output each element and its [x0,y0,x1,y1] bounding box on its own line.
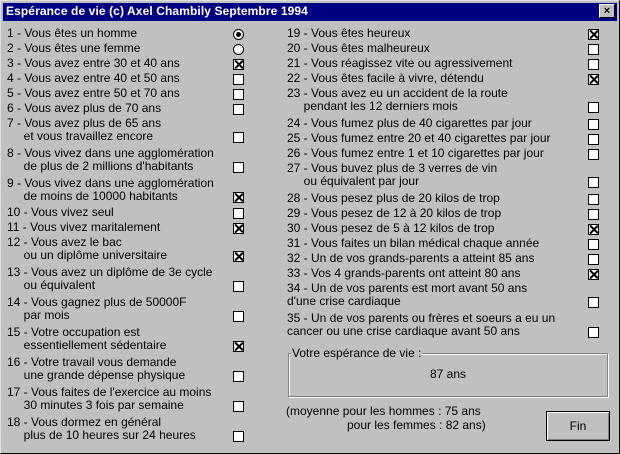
question-3-label-line: 3 - Vous avez entre 30 et 40 ans [7,56,180,70]
question-31-label-line: 31 - Vous faites un bilan médical chaque année [287,236,540,250]
question-12-label-line: ou un diplôme universitaire [7,248,168,262]
question-16-label [7,356,185,382]
question-29-label [287,207,501,220]
question-17-label-line: 17 - Vous faites de l'exercice au moins [7,385,212,399]
question-30-label-line: 30 - Vous pesez de 5 à 12 kilos de trop [287,221,495,235]
question-31-checkbox[interactable] [588,239,599,250]
question-18-label-line: 18 - Vous dormez en général [7,415,162,429]
question-34-label [287,282,527,308]
question-34-checkbox[interactable] [588,297,599,308]
question-23-label-line: pendant les 12 derniers mois [287,99,458,113]
question-17-checkbox[interactable] [233,401,244,412]
question-9-checkbox[interactable] [233,192,244,203]
question-16-checkbox[interactable] [233,371,244,382]
average-women: pour les femmes : 82 ans) [347,418,486,432]
question-6-checkbox[interactable] [233,104,244,115]
title-bar [3,3,617,21]
question-29-label-line: 29 - Vous pesez de 12 à 20 kilos de trop [287,206,502,220]
question-35-label-line: cancer ou une crise cardiaque avant 50 ans [287,324,520,338]
question-35-checkbox[interactable] [588,327,599,338]
question-23-checkbox[interactable] [588,102,599,113]
question-30-label [287,222,494,235]
question-34-label-line: 34 - Un de vos parents est mort avant 50 ans [287,281,528,295]
question-35-label [287,312,555,338]
question-15-checkbox[interactable] [233,341,244,352]
question-33-label [287,267,520,280]
question-12-checkbox[interactable] [233,251,244,262]
question-15-label-line: 15 - Votre occupation est [7,325,140,339]
question-27-label [287,162,497,188]
question-11-label [7,221,160,234]
question-18-label-line: plus de 10 heures sur 24 heures [7,428,196,442]
question-12-label [7,236,167,262]
sex-option-1-radio[interactable] [233,29,244,40]
question-11-checkbox[interactable] [233,223,244,234]
question-25-label-line: 25 - Vous fumez entre 20 et 40 cigarettes par jour [287,131,551,145]
question-31-label [287,237,539,250]
question-14-checkbox[interactable] [233,311,244,322]
question-28-checkbox[interactable] [588,194,599,205]
question-28-label [287,192,500,205]
question-10-checkbox[interactable] [233,208,244,219]
question-4-label [7,72,180,85]
question-22-label [287,72,484,85]
question-24-label-line: 24 - Vous fumez plus de 40 cigarettes par jour [287,116,532,130]
question-19-checkbox[interactable] [588,29,599,40]
question-11-label-line: 11 - Vous vivez maritalement [7,220,161,234]
question-32-label [287,252,534,265]
question-20-label [287,42,430,55]
question-34-label-line: d'une crise cardiaque [287,294,401,308]
close-button[interactable]: × [599,4,615,18]
question-3-label [7,57,180,70]
question-27-checkbox[interactable] [588,177,599,188]
sex-option-2-radio[interactable] [233,44,244,55]
question-7-label [7,117,161,143]
question-21-label-line: 21 - Vous réagissez vite ou agressivement [287,56,513,70]
question-8-checkbox[interactable] [233,162,244,173]
question-8-label [7,147,214,173]
window-title: Espérance de vie (c) Axel Chambily Septembre 1994 [6,4,308,18]
question-10-label-line: 10 - Vous vivez seul [7,205,114,219]
question-24-checkbox[interactable] [588,119,599,130]
question-26-label [287,147,544,160]
sex-option-2-label: 2 - Vous êtes une femme [7,41,141,55]
question-16-label-line: 16 - Votre travail vous demande [7,355,177,369]
question-13-label [7,266,212,292]
question-32-label-line: 32 - Un de vos grands-parents a atteint 85 ans [287,251,535,265]
question-15-label [7,326,166,352]
sex-option-1-label: 1 - Vous êtes un homme [7,26,138,40]
question-35-label-line: 35 - Un de vos parents ou frères et soeurs a eu un [287,311,556,325]
question-4-checkbox[interactable] [233,74,244,85]
life-expectancy-value: 87 ans [429,367,467,381]
question-5-checkbox[interactable] [233,89,244,100]
question-13-label-line: 13 - Vous avez un diplôme de 3e cycle [7,265,213,279]
question-7-label-line: 7 - Vous avez plus de 65 ans [7,116,162,130]
question-26-label-line: 26 - Vous fumez entre 1 et 10 cigarettes par jour [287,146,544,160]
question-4-label-line: 4 - Vous avez entre 40 et 50 ans [7,71,180,85]
question-18-label [7,416,196,442]
question-13-label-line: ou équivalent [7,278,96,292]
result-label: Votre espérance de vie : [292,346,422,360]
question-29-checkbox[interactable] [588,209,599,220]
question-20-label-line: 20 - Vous êtes malheureux [287,41,430,55]
average-men: (moyenne pour les hommes : 75 ans [286,404,481,418]
question-17-label [7,386,211,412]
question-24-label [287,117,532,130]
question-16-label-line: une grande dépense physique [7,368,186,382]
question-12-label-line: 12 - Vous avez le bac [7,235,122,249]
question-5-label [7,87,180,100]
question-14-label-line: par mois [7,308,70,322]
question-23-label [287,87,508,113]
question-17-label-line: 30 minutes 3 fois par semaine [7,398,184,412]
question-6-label [7,102,161,115]
question-27-label-line: 27 - Vous buvez plus de 3 verres de vin [287,161,498,175]
question-30-checkbox[interactable] [588,224,599,235]
question-18-checkbox[interactable] [233,431,244,442]
question-9-label-line: 9 - Vous vivez dans une agglomération [7,176,214,190]
question-25-checkbox[interactable] [588,134,599,145]
question-7-checkbox[interactable] [233,132,244,143]
question-32-checkbox[interactable] [588,254,599,265]
question-9-label [7,177,214,203]
fin-button[interactable]: Fin [546,411,610,441]
question-19-label [287,27,410,40]
question-20-checkbox[interactable] [588,44,599,55]
question-14-label-line: 14 - Vous gagnez plus de 50000F [7,295,187,309]
question-23-label-line: 23 - Vous avez eu un accident de la route [287,86,508,100]
question-22-checkbox[interactable] [588,74,599,85]
question-5-label-line: 5 - Vous avez entre 50 et 70 ans [7,86,180,100]
question-6-label-line: 6 - Vous avez plus de 70 ans [7,101,162,115]
question-13-checkbox[interactable] [233,281,244,292]
question-26-checkbox[interactable] [588,149,599,160]
question-8-label-line: de plus de 2 millions d'habitants [7,159,194,173]
question-8-label-line: 8 - Vous vivez dans une agglomération [7,146,214,160]
question-22-label-line: 22 - Vous êtes facile à vivre, détendu [287,71,484,85]
question-33-label-line: 33 - Vos 4 grands-parents ont atteint 80 ans [287,266,521,280]
question-15-label-line: essentiellement sédentaire [7,338,167,352]
question-25-label [287,132,550,145]
question-21-label [287,57,512,70]
question-21-checkbox[interactable] [588,59,599,70]
question-14-label [7,296,186,322]
question-33-checkbox[interactable] [588,269,599,280]
question-7-label-line: et vous travaillez encore [7,129,154,143]
question-10-label [7,206,114,219]
question-9-label-line: de moins de 10000 habitants [7,189,178,203]
question-27-label-line: ou équivalent par jour [287,174,420,188]
question-28-label-line: 28 - Vous pesez plus de 20 kilos de trop [287,191,500,205]
question-19-label-line: 19 - Vous êtes heureux [287,26,411,40]
question-3-checkbox[interactable] [233,59,244,70]
